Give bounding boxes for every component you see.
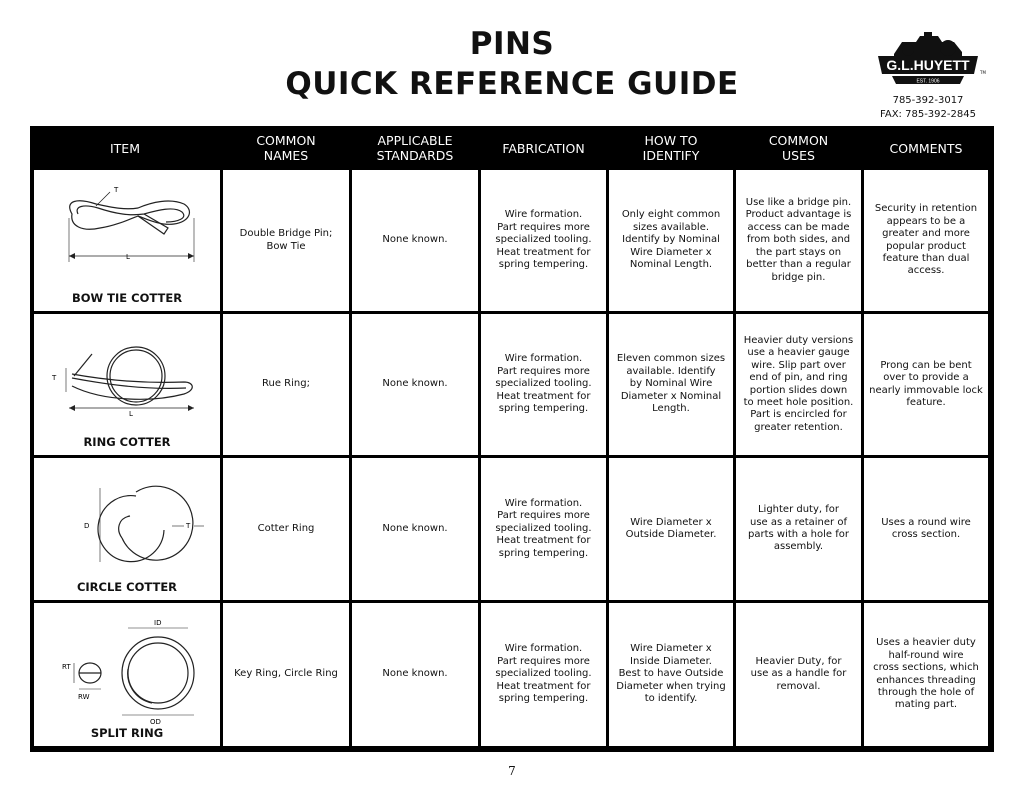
dim-label: RW <box>78 693 90 701</box>
cell-identify: Wire Diameter x Inside Diameter. Best to have Outside Diameter when trying to identify. <box>609 603 733 746</box>
table-header <box>30 126 994 170</box>
table-row-item-split-ring <box>34 603 220 746</box>
header-comments: COMMENTS <box>889 140 963 156</box>
cell-standards: None known. <box>352 314 478 455</box>
cell-fabrication: Wire formation. Part requires more specialized tooling. Heat treatment for spring tempering. <box>481 458 606 600</box>
cell-common-names: Rue Ring; <box>223 314 349 455</box>
header-common-uses: COMMON USES <box>768 133 829 163</box>
dim-label: OD <box>150 718 161 726</box>
phone-number: 785-392-3017 <box>892 95 964 106</box>
dim-label: D <box>84 522 90 530</box>
cell-uses: Use like a bridge pin. Product advantage is access can be made from both sides, and the part stays on better than a regular bridge pin. <box>736 170 861 311</box>
huyett-logo <box>872 30 984 92</box>
dim-label: L <box>129 410 133 418</box>
header-applicable-standards: APPLICABLE STANDARDS <box>376 133 454 163</box>
dim-label: ID <box>154 619 162 627</box>
cell-uses: Lighter duty, for use as a retainer of parts with a hole for assembly. <box>736 458 861 600</box>
page-number: 7 <box>508 764 516 778</box>
bow-tie-cotter-drawing <box>34 170 220 311</box>
logo-tagline: EST. 1906 <box>916 78 940 85</box>
cell-fabrication: Wire formation. Part requires more specialized tooling. Heat treatment for spring tempering. <box>481 314 606 455</box>
reference-table <box>30 126 994 752</box>
item-name: BOW TIE COTTER <box>71 291 183 305</box>
cell-identify: Eleven common sizes available. Identify by Nominal Wire Diameter x Nominal Length. <box>609 314 733 455</box>
page-title: PINS <box>469 26 555 62</box>
cell-comments: Prong can be bent over to provide a nearly immovable lock feature. <box>864 314 988 455</box>
item-name: RING COTTER <box>83 435 171 449</box>
dim-label: T <box>114 186 119 194</box>
cell-identify: Only eight common sizes available. Identify by Nominal Wire Diameter x Nominal Length. <box>609 170 733 311</box>
cell-common-names: Key Ring, Circle Ring <box>223 603 349 746</box>
cell-common-names: Double Bridge Pin; Bow Tie <box>223 170 349 311</box>
circle-cotter-drawing <box>34 458 220 600</box>
logo-text: G.L.HUYETT <box>886 57 970 73</box>
dim-label: T <box>52 374 57 382</box>
cell-standards: None known. <box>352 170 478 311</box>
cell-fabrication: Wire formation. Part requires more specialized tooling. Heat treatment for spring tempering. <box>481 603 606 746</box>
cell-comments: Uses a round wire cross section. <box>864 458 988 600</box>
cell-standards: None known. <box>352 603 478 746</box>
split-ring-drawing <box>34 603 220 746</box>
cell-fabrication: Wire formation. Part requires more specialized tooling. Heat treatment for spring tempering. <box>481 170 606 311</box>
cell-standards: None known. <box>352 458 478 600</box>
item-name: SPLIT RING <box>90 726 164 740</box>
item-name: CIRCLE COTTER <box>76 580 178 594</box>
header-fabrication: FABRICATION <box>502 140 585 156</box>
header-item: ITEM <box>109 140 140 156</box>
header-common-names: COMMON NAMES <box>256 133 316 163</box>
table-row-item-bow-tie <box>34 170 220 311</box>
table-row-item-circle-cotter <box>34 458 220 600</box>
cell-identify: Wire Diameter x Outside Diameter. <box>609 458 733 600</box>
dim-label: RT <box>62 663 71 671</box>
cell-comments: Uses a heavier duty half-round wire cross sections, which enhances threading through the hole of mating part. <box>864 603 988 746</box>
header-how-to-identify: HOW TO IDENTIFY <box>642 133 700 163</box>
cell-uses: Heavier Duty, for use as a handle for removal. <box>736 603 861 746</box>
cell-comments: Security in retention appears to be a greater and more popular product feature than dual access. <box>864 170 988 311</box>
table-row-item-ring-cotter <box>34 314 220 455</box>
svg-text:TM: TM <box>980 70 986 75</box>
dim-label: L <box>126 253 130 261</box>
page-subtitle: QUICK REFERENCE GUIDE <box>285 66 739 102</box>
cell-uses: Heavier duty versions use a heavier gauge wire. Slip part over end of pin, and ring portion slides down to meet hole position. Part is encircled for greater retention. <box>736 314 861 455</box>
cell-common-names: Cotter Ring <box>223 458 349 600</box>
dim-label: T <box>186 522 191 530</box>
fax-number: FAX: 785-392-2845 <box>880 109 976 120</box>
ring-cotter-drawing <box>34 314 220 455</box>
